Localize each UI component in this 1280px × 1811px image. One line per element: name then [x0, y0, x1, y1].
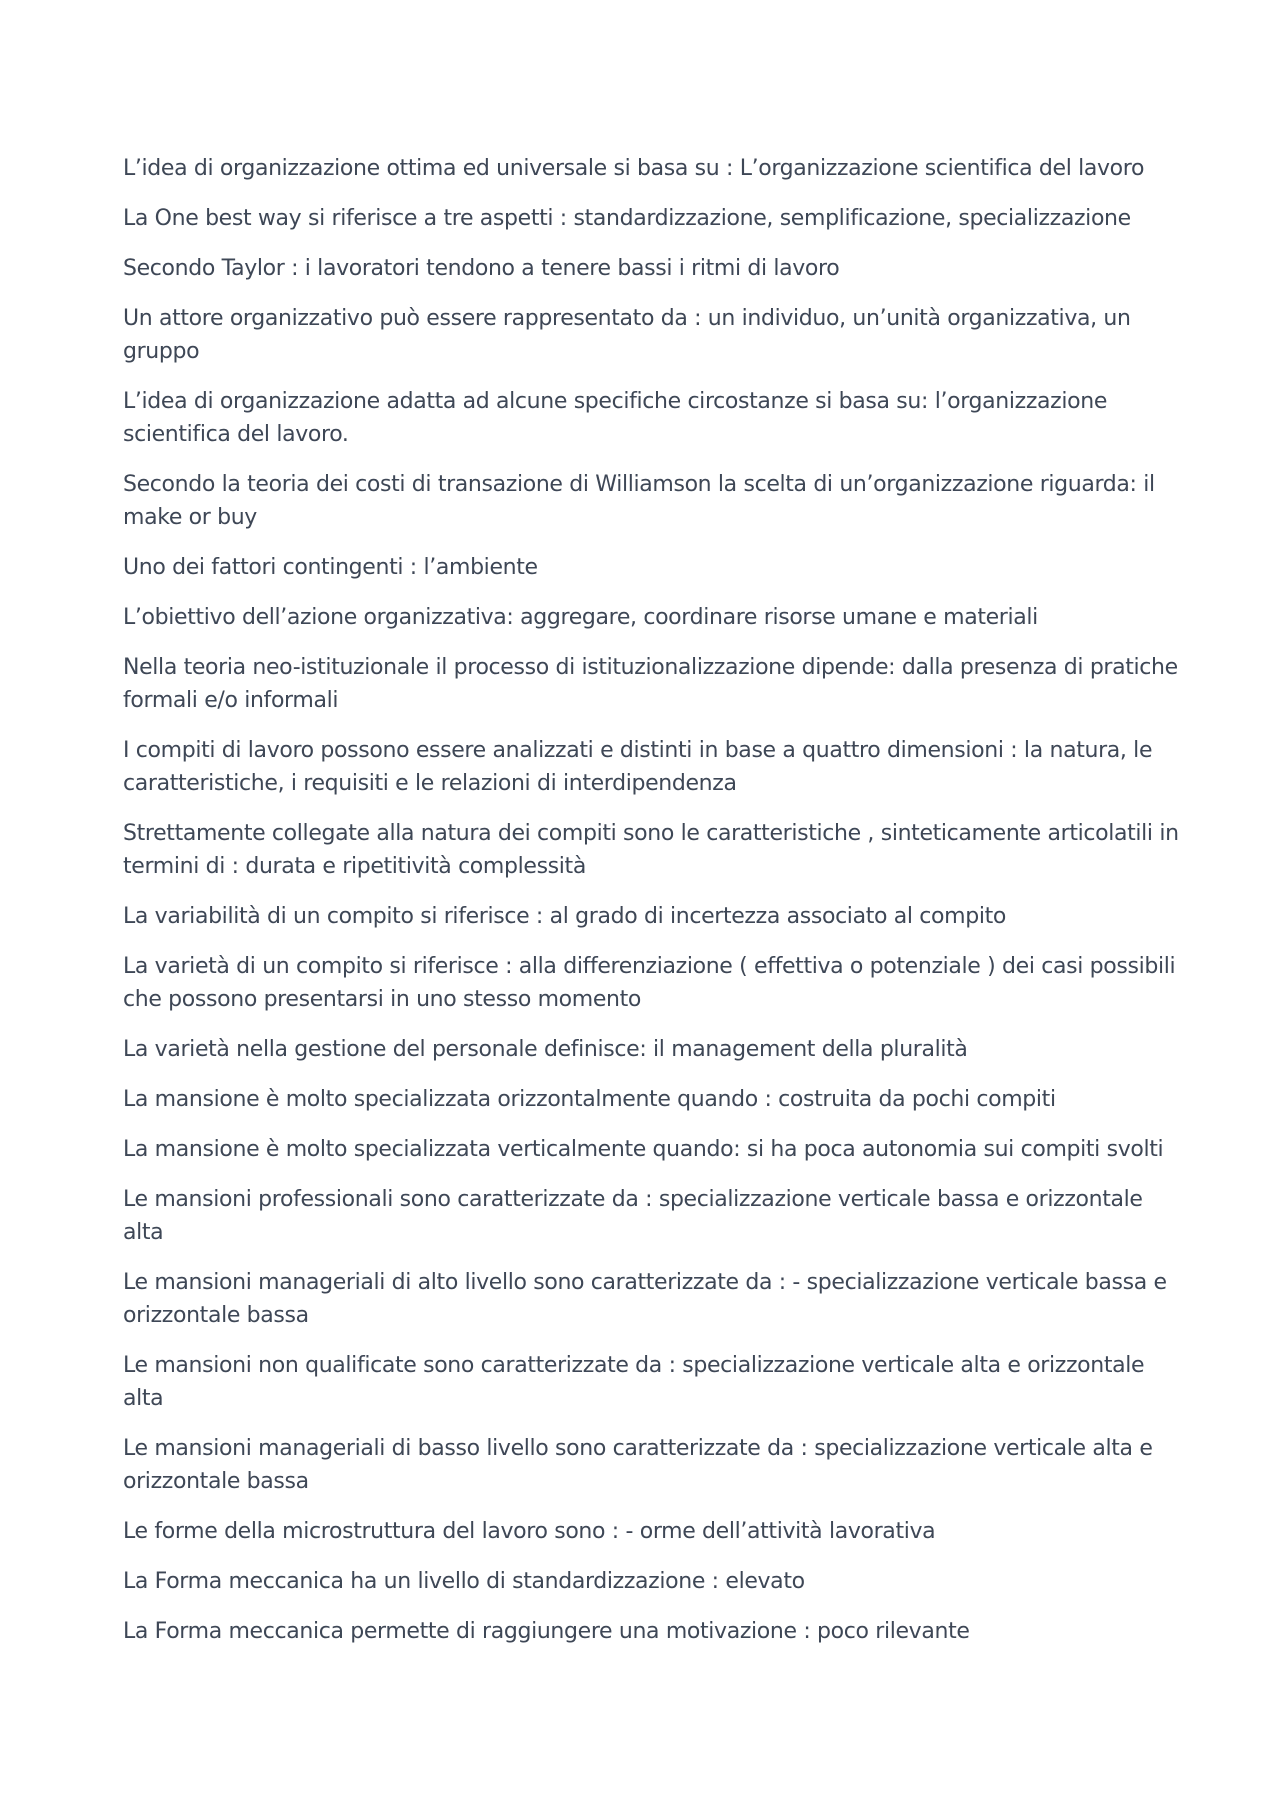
paragraph: Secondo la teoria dei costi di transazione di Williamson la scelta di un’organizzazione riguarda: il make or buy — [123, 472, 1155, 530]
paragraph: L’idea di organizzazione ottima ed universale si basa su : L’organizzazione scientifica del lavoro — [123, 156, 1145, 181]
paragraph: Secondo Taylor : i lavoratori tendono a tenere bassi i ritmi di lavoro — [123, 256, 840, 281]
paragraph: Un attore organizzativo può essere rappresentato da : un individuo, un’unità organizzativa, un gruppo — [123, 306, 1131, 364]
paragraph: La mansione è molto specializzata verticalmente quando: si ha poca autonomia sui compiti svolti — [123, 1137, 1164, 1162]
paragraph: La mansione è molto specializzata orizzontalmente quando : costruita da pochi compiti — [123, 1087, 1056, 1112]
paragraph: La Forma meccanica ha un livello di standardizzazione : elevato — [123, 1569, 805, 1594]
paragraph: I compiti di lavoro possono essere analizzati e distinti in base a quattro dimensioni : la natura, le caratteristiche, i requisiti e le relazioni di interdipendenza — [123, 738, 1153, 796]
paragraph: L’obiettivo dell’azione organizzativa: aggregare, coordinare risorse umane e materiali — [123, 605, 1038, 630]
paragraph: Uno dei fattori contingenti : l’ambiente — [123, 555, 538, 580]
paragraph: La variabilità di un compito si riferisce : al grado di incertezza associato al compito — [123, 904, 1006, 929]
paragraph: Le mansioni manageriali di basso livello sono caratterizzate da : specializzazione verticale alta e orizzontale bassa — [123, 1436, 1153, 1494]
paragraph: Le forme della microstruttura del lavoro sono : - orme dell’attività lavorativa — [123, 1519, 936, 1544]
paragraph: La Forma meccanica permette di raggiungere una motivazione : poco rilevante — [123, 1619, 970, 1644]
paragraph: Le mansioni professionali sono caratterizzate da : specializzazione verticale bassa e orizzontale alta — [123, 1187, 1143, 1245]
paragraph: La One best way si riferisce a tre aspetti : standardizzazione, semplificazione, specializzazione — [123, 206, 1131, 231]
paragraph: La varietà nella gestione del personale definisce: il management della pluralità — [123, 1037, 968, 1062]
paragraph: La varietà di un compito si riferisce : alla differenziazione ( effettiva o potenziale ) dei casi possibili che possono presentarsi in uno stesso momento — [123, 954, 1176, 1012]
paragraph: Strettamente collegate alla natura dei compiti sono le caratteristiche , sinteticamente articolatili in termini di : durata e ripetitività complessità — [123, 821, 1179, 879]
paragraph: Le mansioni non qualificate sono caratterizzate da : specializzazione verticale alta e orizzontale alta — [123, 1353, 1145, 1411]
paragraph: Le mansioni manageriali di alto livello sono caratterizzate da : - specializzazione verticale bassa e orizzontale bassa — [123, 1270, 1167, 1328]
document-body — [123, 152, 1183, 1665]
paragraph: L’idea di organizzazione adatta ad alcune specifiche circostanze si basa su: l’organizzazione scientifica del lavoro. — [123, 389, 1108, 447]
paragraph: Nella teoria neo-istituzionale il processo di istituzionalizzazione dipende: dalla presenza di pratiche formali e/o informali — [123, 655, 1178, 713]
